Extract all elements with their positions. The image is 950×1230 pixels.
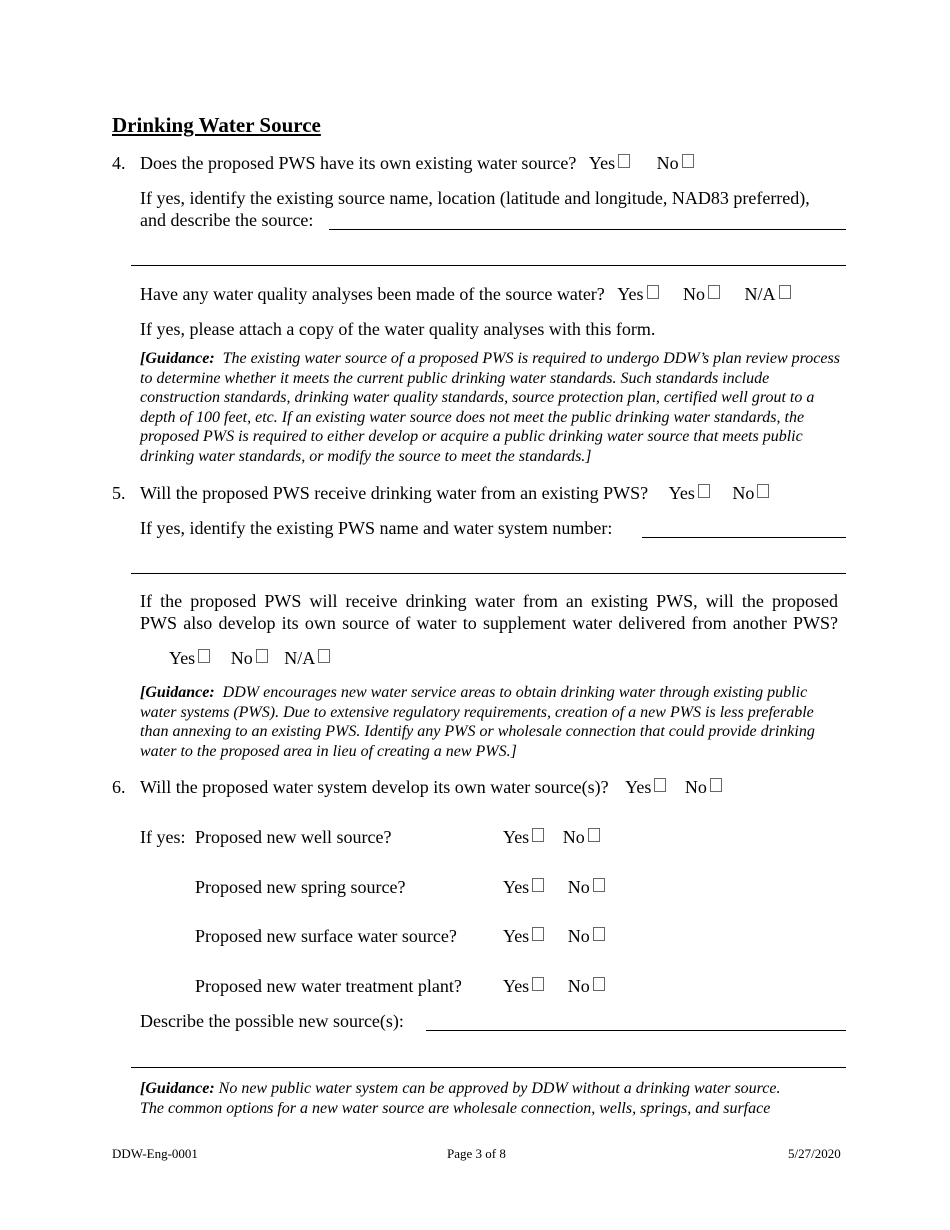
q6-describe-answer-line[interactable] — [426, 1030, 846, 1031]
q5-guidance-text: DDW encourages new water service areas to obtain drinking water through existing public water systems (PWS). Due to extensive regulatory requirements, creation of a new PWS is less preferable than annexing to an existing PWS. Identify any PWS or wholesale connection that could provide drinking water to the proposed area in lieu of creating a new PWS.] — [140, 684, 815, 760]
q5-pws-answer-line-2[interactable] — [131, 573, 846, 574]
q4-no-checkbox[interactable] — [682, 154, 694, 168]
q6-sub-item-0-options — [503, 826, 600, 848]
footer-page-number: Page 3 of 8 — [447, 1146, 506, 1161]
q6-yes-option[interactable]: Yes — [625, 776, 666, 798]
q6-sub-item-label: Proposed new spring source? — [195, 877, 406, 897]
q6-yes-checkbox[interactable] — [654, 778, 666, 792]
q6-guidance-text: No new public water system can be approved by DDW without a drinking water source. — [218, 1080, 781, 1097]
q6-question: Will the proposed water system develop its own water source(s)? — [140, 777, 609, 797]
q6-sub-item-label: Proposed new water treatment plant? — [195, 976, 462, 996]
q6-describe-answer-line-2[interactable] — [131, 1067, 846, 1068]
q5-supplement-line2: PWS also develop its own source of water to supplement water delivered from another PWS? — [140, 613, 838, 633]
q6-sub-item-1-options — [503, 876, 605, 898]
q5-supplement-options — [169, 647, 330, 669]
q5-followup: If yes, identify the existing PWS name and water system number: — [140, 518, 613, 538]
q6-well-yes-checkbox[interactable] — [532, 828, 544, 842]
q6-spring-yes-checkbox[interactable] — [532, 878, 544, 892]
footer-date: 5/27/2020 — [788, 1146, 841, 1161]
q6-number: 6. — [112, 777, 126, 797]
q6-well-no-option[interactable]: No — [563, 826, 600, 848]
q4-followup-line1: If yes, identify the existing source name, location (latitude and longitude, NAD83 preferred), — [140, 188, 810, 208]
q5-guidance-label: [Guidance: — [140, 684, 215, 701]
q6-guidance-label: [Guidance: — [140, 1080, 215, 1097]
q6-surface-yes-option[interactable]: Yes — [503, 925, 544, 947]
q4-quality-yes-option[interactable]: Yes — [617, 283, 658, 305]
q6-well-yes-option[interactable]: Yes — [503, 826, 544, 848]
q4-yes-checkbox[interactable] — [618, 154, 630, 168]
q4-source-answer-line-2[interactable] — [131, 265, 846, 266]
q5-supplement-no-option[interactable]: No — [231, 647, 268, 669]
q4-quality-na-checkbox[interactable] — [779, 285, 791, 299]
q6-if-yes-label: If yes: — [140, 827, 186, 847]
q6-no-checkbox[interactable] — [710, 778, 722, 792]
q5-guidance — [140, 683, 840, 761]
q4-quality-question: Have any water quality analyses been made of the source water? — [140, 284, 605, 304]
q4-guidance-label: [Guidance: — [140, 350, 215, 367]
q5-number: 5. — [112, 483, 126, 503]
q6-treatment-no-checkbox[interactable] — [593, 977, 605, 991]
q6-guidance-line2: The common options for a new water source are wholesale connection, wells, springs, and surface — [140, 1099, 771, 1117]
q6-no-option[interactable]: No — [685, 776, 722, 798]
q4-followup-line2: and describe the source: — [140, 210, 314, 230]
q5-supplement-no-checkbox[interactable] — [256, 649, 268, 663]
q5-no-option[interactable]: No — [732, 482, 769, 504]
q6-spring-no-option[interactable]: No — [568, 876, 605, 898]
q4-guidance-text: The existing water source of a proposed PWS is required to undergo DDW’s plan review process to determine whether it meets the current public drinking water standards. Such standards include construction standards, drinking water quality standards, source protection plan, certified well grout to a depth of 100 feet, etc. If an existing water source does not meet the public drinking water standards, the proposed PWS is required to either develop or acquire a public drinking water source that meets public drinking water standards, or modify the source to meet the standards.] — [140, 350, 840, 465]
q5-supplement-na-checkbox[interactable] — [318, 649, 330, 663]
q6-sub-item-2-options — [503, 925, 605, 947]
q4-yes-option[interactable]: Yes — [589, 152, 630, 174]
q4-quality-no-checkbox[interactable] — [708, 285, 720, 299]
q6-surface-no-option[interactable]: No — [568, 925, 605, 947]
q4-quality-row — [140, 283, 791, 305]
q5-question: Will the proposed PWS receive drinking water from an existing PWS? — [140, 483, 649, 503]
q6-surface-yes-checkbox[interactable] — [532, 927, 544, 941]
q5-pws-answer-line[interactable] — [642, 537, 846, 538]
q5-yes-option[interactable]: Yes — [669, 482, 710, 504]
q6-treatment-yes-checkbox[interactable] — [532, 977, 544, 991]
q4-question: Does the proposed PWS have its own existing water source? — [140, 153, 577, 173]
q4-source-answer-line[interactable] — [329, 229, 846, 230]
q4-guidance — [140, 349, 840, 467]
q5-supplement-yes-checkbox[interactable] — [198, 649, 210, 663]
q4-number: 4. — [112, 153, 126, 173]
q4-attach-note: If yes, please attach a copy of the water quality analyses with this form. — [140, 319, 656, 339]
q6-surface-no-checkbox[interactable] — [593, 927, 605, 941]
q4-quality-na-option[interactable]: N/A — [745, 283, 791, 305]
q6-spring-yes-option[interactable]: Yes — [503, 876, 544, 898]
q5-supplement-line1: If the proposed PWS will receive drinking water from an existing PWS, will the proposed — [140, 591, 838, 611]
q6-sub-item-label: Proposed new surface water source? — [195, 926, 457, 946]
q6-sub-item-label: Proposed new well source? — [195, 827, 392, 847]
q6-treatment-no-option[interactable]: No — [568, 975, 605, 997]
q5-supplement-na-option[interactable]: N/A — [284, 647, 330, 669]
q6-spring-no-checkbox[interactable] — [593, 878, 605, 892]
q4-quality-yes-checkbox[interactable] — [647, 285, 659, 299]
q6-describe-label: Describe the possible new source(s): — [140, 1011, 404, 1031]
q4-quality-no-option[interactable]: No — [683, 283, 720, 305]
q5-yes-checkbox[interactable] — [698, 484, 710, 498]
q5-no-checkbox[interactable] — [757, 484, 769, 498]
q5-supplement-yes-option[interactable]: Yes — [169, 647, 210, 669]
footer-form-id: DDW-Eng-0001 — [112, 1146, 198, 1161]
q6-treatment-yes-option[interactable]: Yes — [503, 975, 544, 997]
q6-guidance — [140, 1079, 850, 1118]
q6-sub-item-3-options — [503, 975, 605, 997]
section-title: Drinking Water Source — [112, 113, 321, 137]
q4-question-row — [140, 152, 694, 174]
q5-question-row — [140, 482, 769, 504]
q6-well-no-checkbox[interactable] — [588, 828, 600, 842]
q4-no-option[interactable]: No — [657, 152, 694, 174]
q6-question-row — [140, 776, 722, 798]
